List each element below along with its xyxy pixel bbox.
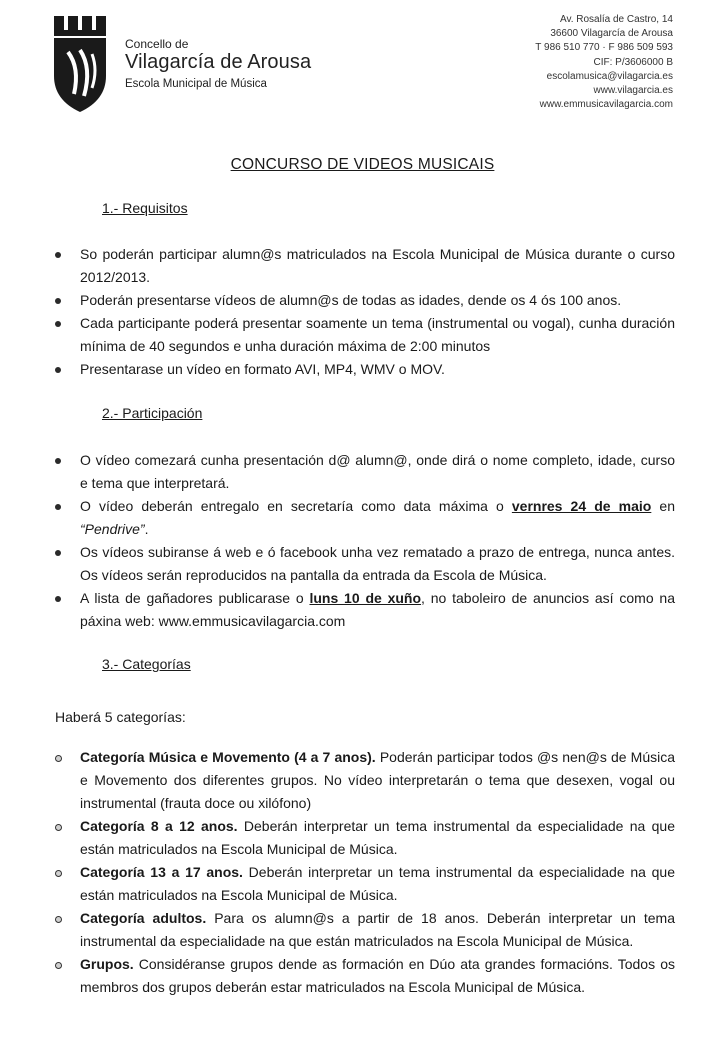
list-item: O vídeo deberán entregalo en secretaría como data máxima o vernres 24 de maio en “Pendrive”. (55, 495, 675, 541)
cif-line: CIF: P/3606000 B (593, 56, 673, 68)
deadline-date: vernres 24 de maio (511, 498, 652, 514)
requisitos-list (55, 243, 675, 381)
website-line: www.vilagarcia.es (593, 85, 673, 97)
bullet-icon (55, 596, 61, 602)
list-item: Categoría adultos. Para os alumn@s a partir de 18 anos. Deberán interpretar un tema instrumental da especialidade na que están matriculados na Escola Municipal de Música. (55, 907, 675, 953)
org-line-3: Escola Municipal de Música (125, 78, 267, 90)
org-line-2: Vilagarcía de Arousa (125, 51, 312, 73)
list-item: A lista de gañadores publicarase o luns 10 de xuño, no taboleiro de anuncios así como na páxina web: www.emmusicavilagarcia.com (55, 587, 675, 633)
bullet-icon (55, 367, 61, 373)
address-line: 36600 Vilagarcía de Arousa (550, 28, 673, 40)
shield-wave-logo-icon (52, 14, 108, 114)
bullet-icon (55, 252, 61, 258)
website-line: www.emmusicavilagarcia.com (539, 99, 673, 111)
participacion-list (55, 449, 675, 633)
section-heading-participacion: 2.- Participación (102, 405, 203, 421)
bullet-icon (55, 755, 62, 762)
list-item: Cada participante poderá presentar soamente un tema (instrumental ou vogal), cunha duración mínima de 40 segundos e unha duración máxima de 2:00 minutos (55, 312, 675, 358)
document-title: CONCURSO DE VIDEOS MUSICAIS (230, 156, 495, 173)
organization-name (125, 37, 311, 92)
categories-intro: Haberá 5 categorías: (55, 709, 186, 725)
winners-date: luns 10 de xuño (309, 590, 422, 606)
bullet-icon (55, 504, 61, 510)
list-item: Poderán presentarse vídeos de alumn@s de todas as idades, dende os 4 ós 100 anos. (55, 289, 675, 312)
categorias-list (55, 746, 675, 999)
address-line: Av. Rosalía de Castro, 14 (559, 14, 673, 25)
bullet-icon (55, 916, 62, 923)
section-heading-categorias: 3.- Categorías (102, 656, 191, 672)
list-item: Categoría 8 a 12 anos. Deberán interpretar un tema instrumental da especialidade na que están matriculados na Escola Municipal de Música. (55, 815, 675, 861)
bullet-icon (55, 550, 61, 556)
bullet-icon (55, 824, 62, 831)
section-heading-requisitos: 1.- Requisitos (102, 200, 188, 216)
list-item: Os vídeos subiranse á web e ó facebook unha vez rematado a prazo de entrega, nunca antes. Os vídeos serán reproducidos na pantalla da entrada da Escola de Música. (55, 541, 675, 587)
list-item: Categoría Música e Movemento (4 a 7 anos). Poderán participar todos @s nen@s de Música e Movemento dos diferentes grupos. No vídeo interpretarán o tema que desexen, vogal ou instrumental (frauta doce ou xilófono) (55, 746, 675, 815)
address-block (535, 13, 673, 112)
bullet-icon (55, 870, 62, 877)
pendrive-text: “Pendrive” (80, 521, 145, 537)
list-item: Categoría 13 a 17 anos. Deberán interpretar un tema instrumental da especialidade na que están matriculados na Escola Municipal de Música. (55, 861, 675, 907)
bullet-icon (55, 458, 61, 464)
list-item: Grupos. Considéranse grupos dende as formación en Dúo ata grandes formacións. Todos os membros dos grupos deberán estar matriculados na Escola Municipal de Música. (55, 953, 675, 999)
list-item: So poderán participar alumn@s matriculados na Escola Municipal de Música durante o curso 2012/2013. (55, 243, 675, 289)
org-line-1: Concello de (125, 37, 189, 51)
email-line: escolamusica@vilagarcia.es (546, 70, 673, 82)
bullet-icon (55, 321, 61, 327)
phone-line: T 986 510 770 · F 986 509 593 (535, 42, 673, 54)
list-item: O vídeo comezará cunha presentación d@ alumn@, onde dirá o nome completo, idade, curso e tema que interpretará. (55, 449, 675, 495)
bullet-icon (55, 298, 61, 304)
bullet-icon (55, 962, 62, 969)
list-item: Presentarase un vídeo en formato AVI, MP4, WMV o MOV. (55, 358, 675, 381)
